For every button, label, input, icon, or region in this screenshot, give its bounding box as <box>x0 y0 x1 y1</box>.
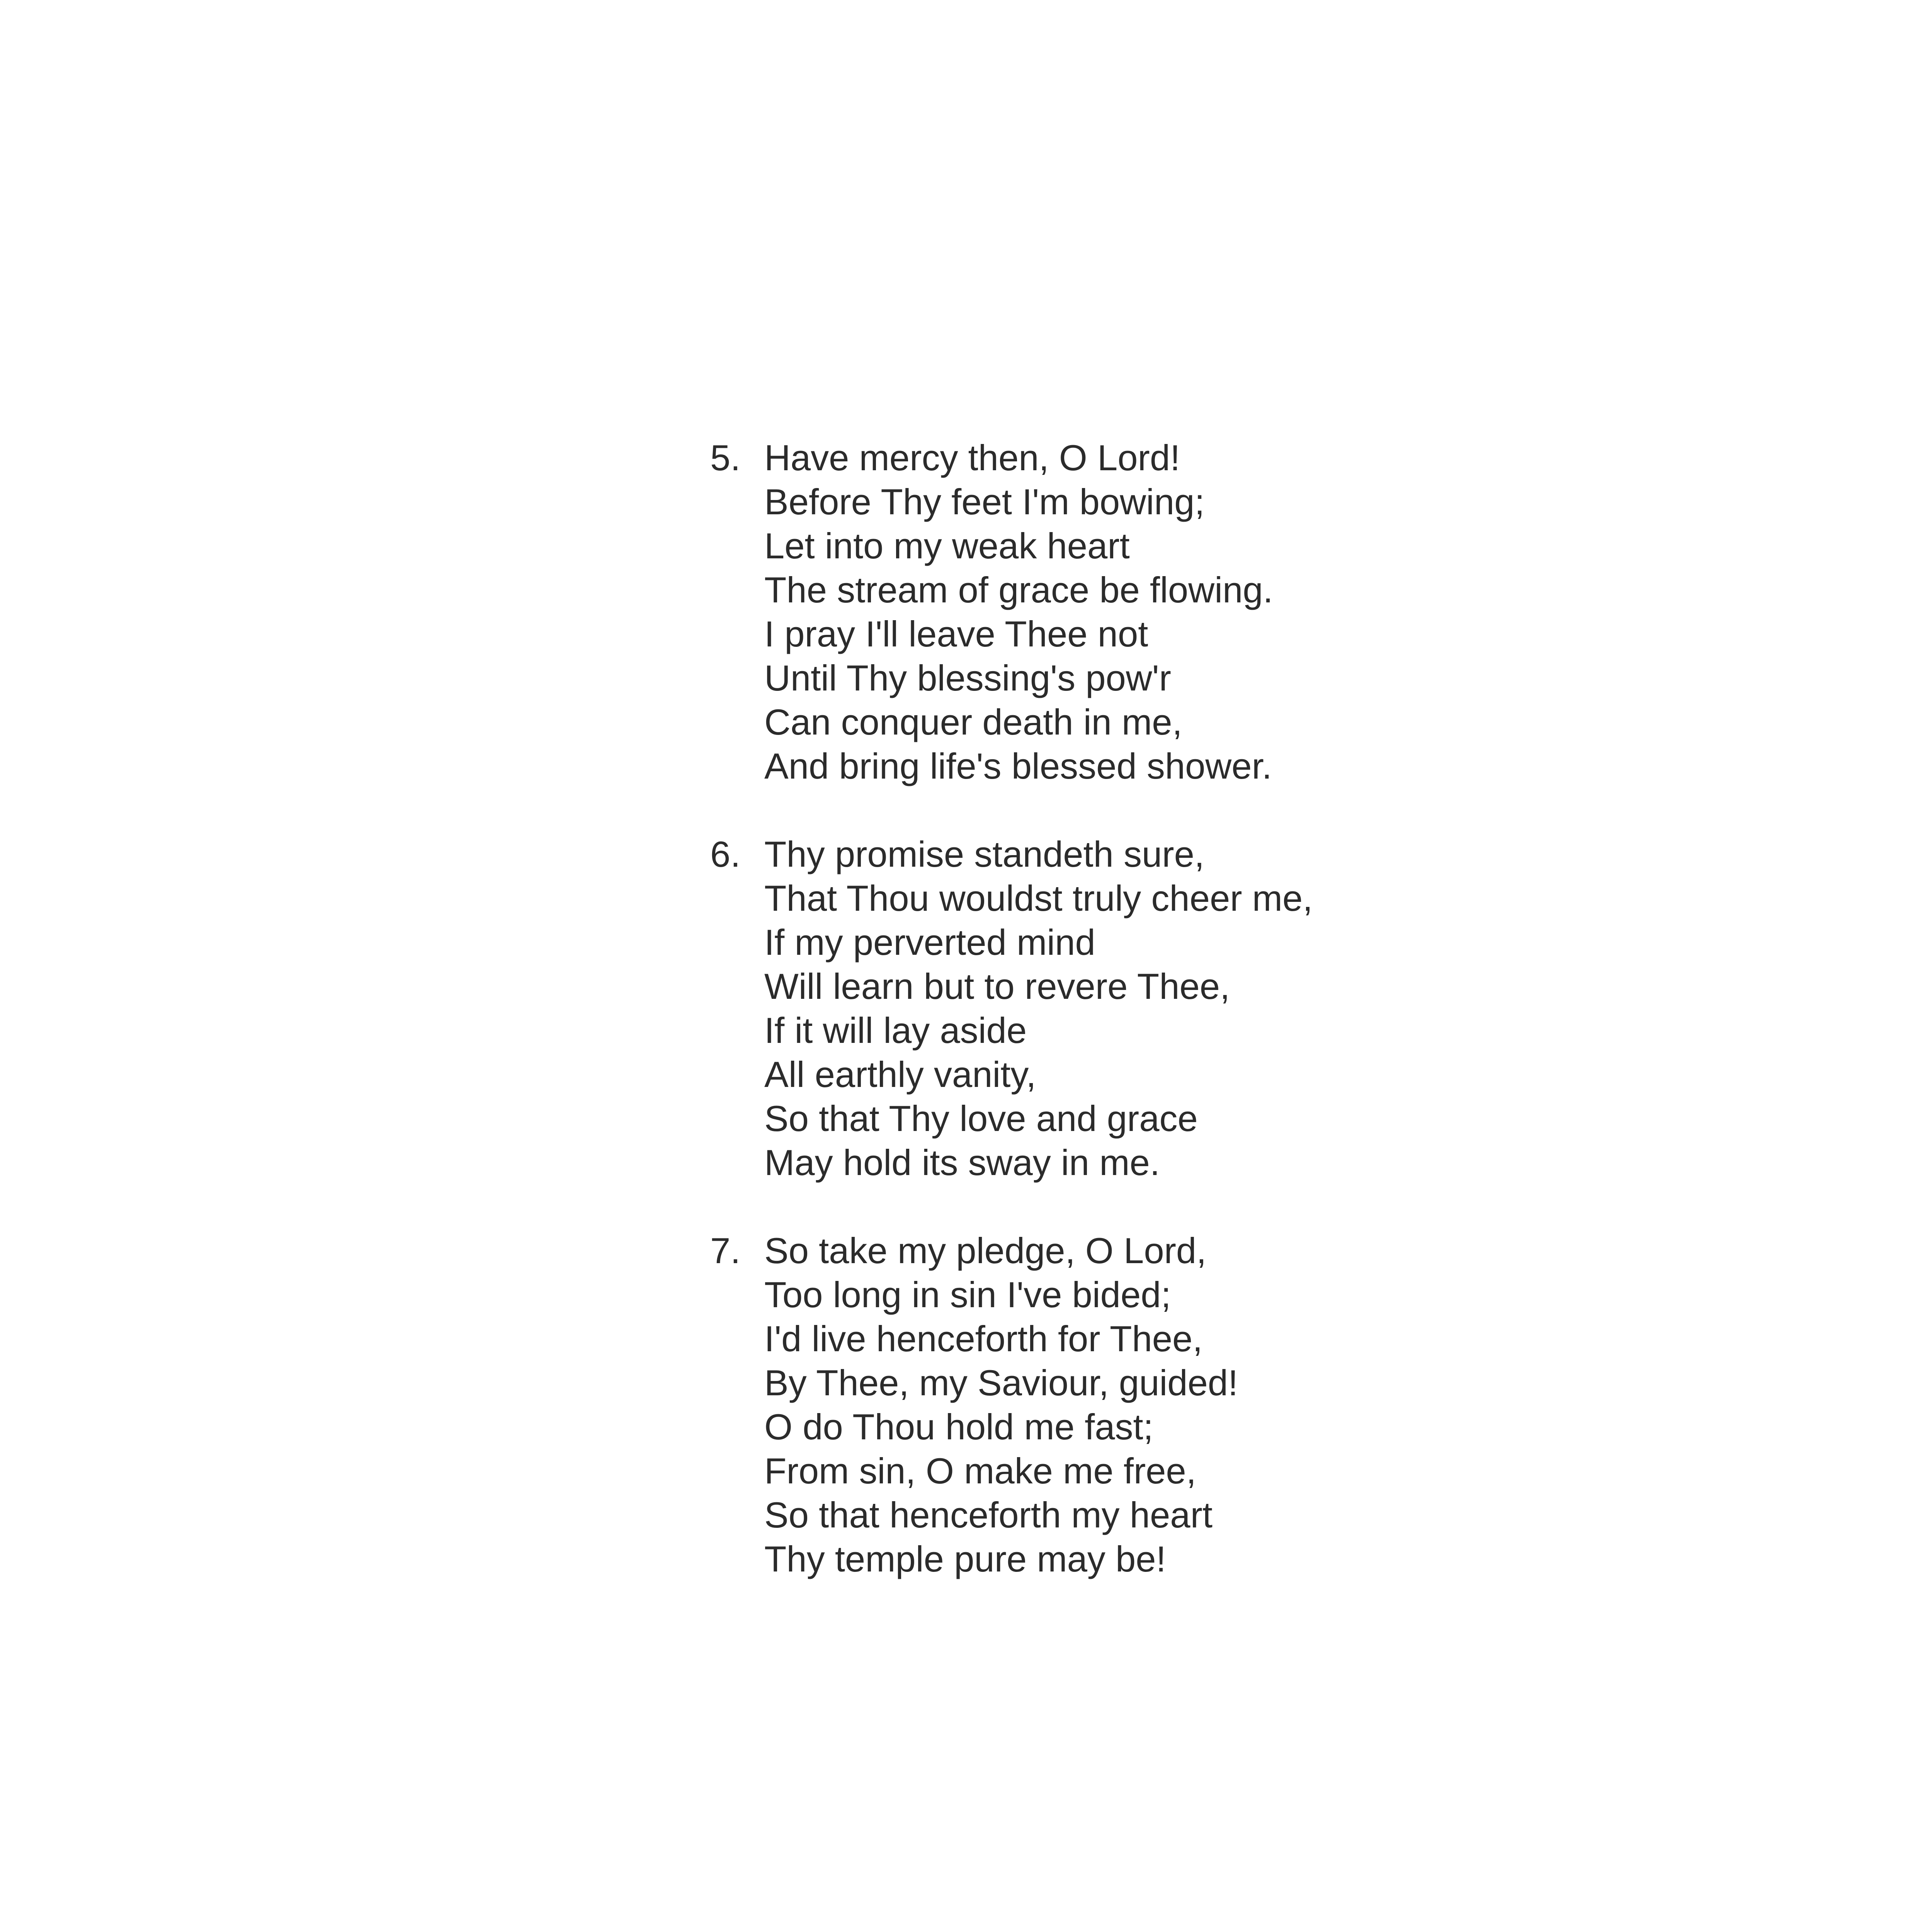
verse-line: Let into my weak heart <box>764 526 1130 566</box>
verse-line: I'd live henceforth for Thee, <box>764 1318 1203 1359</box>
verse-line: I pray I'll leave Thee not <box>764 614 1148 654</box>
verse-5 <box>710 436 1483 788</box>
verse-line: All earthly vanity, <box>764 1054 1036 1095</box>
verse-line: So that Thy love and grace <box>764 1098 1198 1139</box>
verse-line: Will learn but to revere Thee, <box>764 966 1230 1007</box>
verse-line: If my perverted mind <box>764 922 1095 963</box>
verse-line: So take my pledge, O Lord, <box>764 1230 1207 1271</box>
verse-line: O do Thou hold me fast; <box>764 1406 1153 1447</box>
verse-line: The stream of grace be flowing. <box>764 570 1273 610</box>
verse-7 <box>710 1229 1483 1581</box>
verse-line: So that henceforth my heart <box>764 1495 1213 1535</box>
verse-lines <box>764 832 1483 1185</box>
verse-line: If it will lay aside <box>764 1010 1027 1051</box>
hymn-verses <box>710 436 1483 1625</box>
verse-number: 7. <box>710 1230 741 1271</box>
verse-line: Too long in sin I've bided; <box>764 1274 1171 1315</box>
verse-line: May hold its sway in me. <box>764 1142 1160 1183</box>
verse-line: Can conquer death in me, <box>764 702 1182 742</box>
verse-6 <box>710 832 1483 1185</box>
verse-number: 6. <box>710 834 741 874</box>
verse-line: Thy promise standeth sure, <box>764 834 1204 874</box>
verse-line: By Thee, my Saviour, guided! <box>764 1362 1238 1403</box>
verse-line: Until Thy blessing's pow'r <box>764 658 1171 698</box>
verse-lines <box>764 436 1483 788</box>
verse-line: From sin, O make me free, <box>764 1451 1196 1491</box>
verse-line: Before Thy feet I'm bowing; <box>764 481 1205 522</box>
verse-line: Thy temple pure may be! <box>764 1539 1166 1579</box>
verse-line: And bring life's blessed shower. <box>764 746 1272 786</box>
verse-number: 5. <box>710 437 741 478</box>
verse-line: That Thou wouldst truly cheer me, <box>764 878 1313 918</box>
verse-line: Have mercy then, O Lord! <box>764 437 1180 478</box>
verse-lines <box>764 1229 1483 1581</box>
